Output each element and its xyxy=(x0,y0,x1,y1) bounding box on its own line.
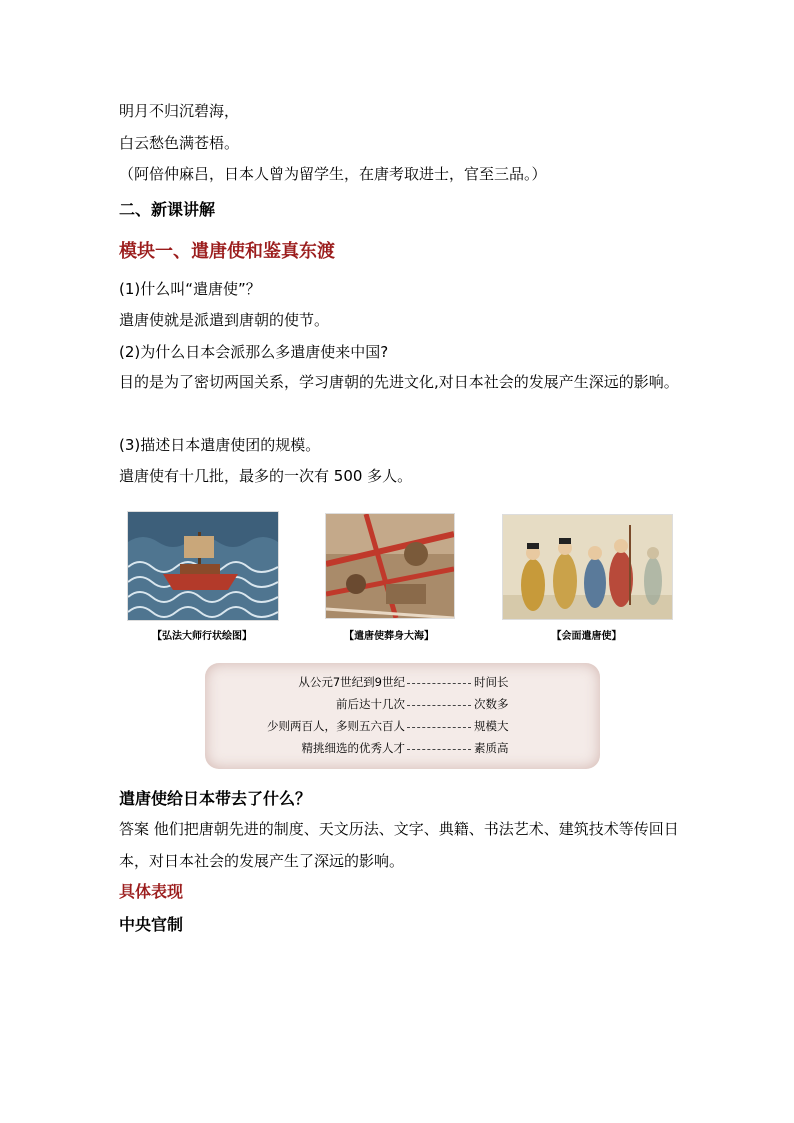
summary-row-left: 少则两百人，多则五六百人 xyxy=(267,719,405,733)
answer-4: 答案 他们把唐朝先进的制度、天文历法、文字、典籍、书法艺术、建筑技术等传回日本，对日本社会的发展产生了深远的影响。 xyxy=(119,820,679,870)
shipwreck-painting-image xyxy=(325,513,455,619)
summary-row-dash xyxy=(407,705,471,706)
summary-row-right: 时间长 xyxy=(474,675,509,689)
detail-title: 具体表现 xyxy=(119,882,184,901)
figure-3-caption: 【会面遣唐使】 xyxy=(551,631,622,642)
summary-row-dash xyxy=(407,727,471,728)
meeting-envoys-image xyxy=(502,514,673,620)
module-1-title: 模块一、遣唐使和鉴真东渡 xyxy=(119,241,335,262)
poem-line-1: 明月不归沉碧海， xyxy=(119,102,240,120)
answer-2: 目的是为了密切两国关系，学习唐朝的先进文化,对日本社会的发展产生深远的影响。 xyxy=(119,373,679,391)
section-2-title: 二、新课讲解 xyxy=(119,200,216,219)
summary-row xyxy=(205,740,600,760)
answer-3: 遣唐使有十几批，最多的一次有 500 多人。 xyxy=(119,467,413,485)
central-officials-title: 中央官制 xyxy=(119,915,184,934)
summary-row xyxy=(205,696,600,716)
ship-painting-image xyxy=(127,511,279,621)
figure-2-caption: 【遣唐使葬身大海】 xyxy=(344,631,434,642)
summary-row-right: 规模大 xyxy=(474,719,509,733)
summary-row-left: 前后达十几次 xyxy=(336,697,405,711)
question-2: (2)为什么日本会派那么多遣唐使来中国? xyxy=(119,343,389,361)
poem-line-2: 白云愁色满苍梧。 xyxy=(119,134,240,152)
question-4: 遣唐使给日本带去了什么？ xyxy=(119,789,312,808)
summary-row-dash xyxy=(407,683,471,684)
summary-row-left: 从公元7世纪到9世纪 xyxy=(298,675,405,689)
poem-note: （阿倍仲麻吕，日本人曾为留学生，在唐考取进士，官至三品。） xyxy=(119,165,547,183)
question-3: (3)描述日本遣唐使团的规模。 xyxy=(119,436,321,454)
summary-row-dash xyxy=(407,749,471,750)
question-1: (1)什么叫“遣唐使”？ xyxy=(119,280,261,298)
summary-row-right: 次数多 xyxy=(474,697,509,711)
summary-row xyxy=(205,718,600,738)
summary-row xyxy=(205,674,600,694)
answer-1: 遣唐使就是派遣到唐朝的使节。 xyxy=(119,311,330,329)
figure-1-caption: 【弘法大师行状绘图】 xyxy=(152,631,252,642)
envoy-summary-box xyxy=(205,663,600,769)
summary-row-right: 素质高 xyxy=(474,741,509,755)
summary-row-left: 精挑细选的优秀人才 xyxy=(301,741,405,755)
